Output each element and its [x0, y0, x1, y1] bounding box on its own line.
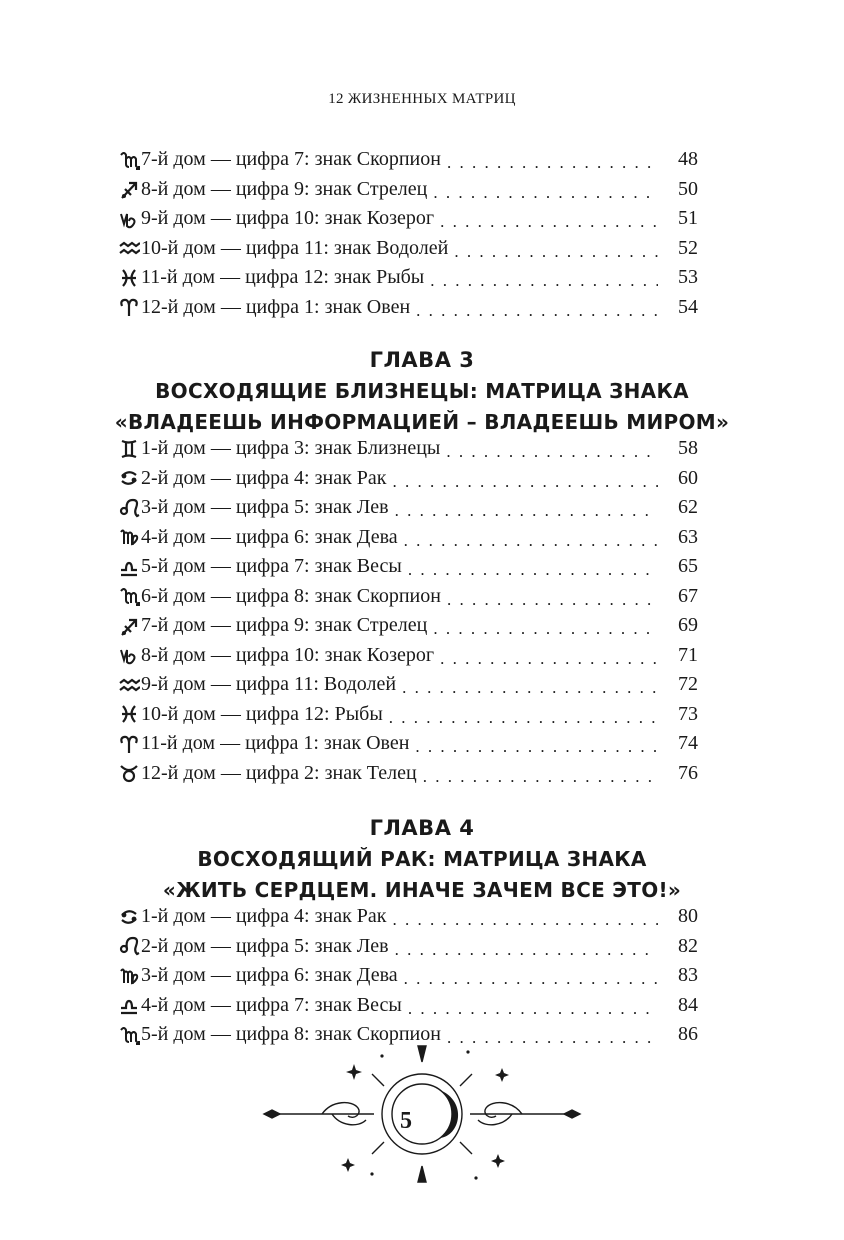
- dot-leader: [440, 213, 658, 230]
- dot-leader: [416, 302, 658, 319]
- toc-entry[interactable]: [118, 293, 698, 323]
- toc-entry-page: 52: [678, 236, 698, 259]
- dot-leader: [430, 272, 658, 289]
- toc-entry[interactable]: [118, 263, 698, 293]
- sagittarius-icon: [118, 178, 140, 200]
- aries-icon: [118, 733, 140, 755]
- toc-entry-title: 8-й дом — цифра 10: знак Козерог: [141, 643, 435, 666]
- toc-entry-page: 60: [678, 466, 698, 489]
- toc-entry-page: 67: [678, 584, 698, 607]
- toc-entry-title: 12-й дом — цифра 2: знак Телец: [141, 761, 417, 784]
- toc-entry-page: 65: [678, 555, 698, 578]
- leo-icon: [118, 497, 140, 519]
- toc-entry[interactable]: [118, 641, 698, 671]
- sagittarius-icon: [118, 615, 140, 637]
- scorpio-icon: [118, 585, 140, 607]
- toc-entry-title: 8-й дом — цифра 9: знак Стрелец: [141, 177, 428, 200]
- toc-entry[interactable]: [118, 729, 698, 759]
- toc-entry-page: 80: [678, 905, 698, 928]
- toc-entry[interactable]: [118, 582, 698, 612]
- dot-leader: [404, 970, 658, 987]
- toc-entry-page: 69: [678, 614, 698, 637]
- scorpio-icon: [118, 1024, 140, 1046]
- running-head: 12 ЖИЗНЕННЫХ МАТРИЦ: [328, 91, 516, 107]
- toc-entry-title: 9-й дом — цифра 10: знак Козерог: [141, 207, 435, 230]
- toc-entry-page: 58: [678, 437, 698, 460]
- chapter-title-line-2: «ВЛАДЕЕШЬ ИНФОРМАЦИЕЙ – ВЛАДЕЕШЬ МИРОМ»: [114, 410, 730, 434]
- toc-entry-page: 84: [678, 993, 698, 1016]
- toc-entry-title: 7-й дом — цифра 7: знак Скорпион: [141, 148, 441, 171]
- chapter-title-line-2: «ЖИТЬ СЕРДЦЕМ. ИНАЧЕ ЗАЧЕМ ВСЕ ЭТО!»: [162, 878, 682, 902]
- toc-entry-title: 10-й дом — цифра 12: Рыбы: [141, 702, 383, 725]
- toc-entry-page: 82: [678, 934, 698, 957]
- pisces-icon: [118, 703, 140, 725]
- cancer-icon: [118, 906, 140, 928]
- toc-section-chapter-3: [118, 434, 698, 788]
- toc-entry-title: 1-й дом — цифра 3: знак Близнецы: [141, 437, 441, 460]
- aquarius-icon: [118, 237, 140, 259]
- toc-section-chapter-4: [118, 902, 698, 1050]
- toc-entry[interactable]: [118, 991, 698, 1021]
- capricorn-icon: [118, 208, 140, 230]
- dot-leader: [454, 243, 658, 260]
- capricorn-icon: [118, 644, 140, 666]
- toc-entry-page: 83: [678, 964, 698, 987]
- toc-entry[interactable]: [118, 670, 698, 700]
- toc-entry-title: 2-й дом — цифра 4: знак Рак: [141, 466, 387, 489]
- dot-leader: [395, 941, 658, 958]
- toc-entry-title: 1-й дом — цифра 4: знак Рак: [141, 905, 387, 928]
- taurus-icon: [118, 762, 140, 784]
- dot-leader: [433, 620, 658, 637]
- dot-leader: [433, 184, 658, 201]
- libra-icon: [118, 556, 140, 578]
- virgo-icon: [118, 526, 140, 548]
- toc-entry-page: 73: [678, 702, 698, 725]
- toc-entry-title: 10-й дом — цифра 11: знак Водолей: [141, 236, 449, 259]
- chapter-label: ГЛАВА 3: [369, 348, 475, 372]
- chapter-label: ГЛАВА 4: [369, 816, 475, 840]
- toc-entry-title: 3-й дом — цифра 6: знак Дева: [141, 964, 398, 987]
- toc-entry[interactable]: [118, 145, 698, 175]
- toc-entry[interactable]: [118, 493, 698, 523]
- toc-entry-page: 63: [678, 525, 698, 548]
- toc-entry[interactable]: [118, 234, 698, 264]
- toc-entry[interactable]: [118, 902, 698, 932]
- toc-entry-title: 4-й дом — цифра 7: знак Весы: [141, 993, 402, 1016]
- toc-entry-title: 4-й дом — цифра 6: знак Дева: [141, 525, 398, 548]
- toc-entry-title: 11-й дом — цифра 1: знак Овен: [141, 732, 410, 755]
- toc-entry-page: 71: [678, 643, 698, 666]
- dot-leader: [393, 473, 658, 490]
- dot-leader: [440, 650, 658, 667]
- toc-entry-page: 53: [678, 266, 698, 289]
- dot-leader: [415, 738, 658, 755]
- toc-section-chapter-2-continued: [118, 145, 698, 322]
- toc-entry-title: 9-й дом — цифра 11: Водолей: [141, 673, 397, 696]
- chapter-3-heading: [0, 344, 844, 438]
- toc-entry[interactable]: [118, 204, 698, 234]
- toc-entry-title: 5-й дом — цифра 8: знак Скорпион: [141, 1023, 441, 1046]
- toc-entry-page: 54: [678, 295, 698, 318]
- toc-entry[interactable]: [118, 434, 698, 464]
- toc-entry-title: 6-й дом — цифра 8: знак Скорпион: [141, 584, 441, 607]
- cancer-icon: [118, 467, 140, 489]
- dot-leader: [408, 1000, 658, 1017]
- libra-icon: [118, 994, 140, 1016]
- dot-leader: [408, 561, 658, 578]
- leo-icon: [118, 935, 140, 957]
- toc-entry[interactable]: [118, 552, 698, 582]
- toc-entry[interactable]: [118, 759, 698, 789]
- toc-entry-title: 3-й дом — цифра 5: знак Лев: [141, 496, 389, 519]
- toc-entry-page: 72: [678, 673, 698, 696]
- toc-entry[interactable]: [118, 611, 698, 641]
- toc-entry-page: 74: [678, 732, 698, 755]
- dot-leader: [447, 591, 658, 608]
- toc-entry[interactable]: [118, 961, 698, 991]
- gemini-icon: [118, 438, 140, 460]
- dot-leader: [446, 443, 658, 460]
- toc-entry-title: 7-й дом — цифра 9: знак Стрелец: [141, 614, 428, 637]
- dot-leader: [393, 911, 658, 928]
- chapter-title-line-1: ВОСХОДЯЩИЙ РАК: МАТРИЦА ЗНАКА: [197, 847, 647, 871]
- dot-leader: [404, 532, 658, 549]
- toc-entry-title: 2-й дом — цифра 5: знак Лев: [141, 934, 389, 957]
- toc-entry[interactable]: [118, 700, 698, 730]
- toc-entry[interactable]: [118, 464, 698, 494]
- chapter-4-heading: [0, 812, 844, 906]
- dot-leader: [402, 679, 658, 696]
- toc-entry-page: 62: [678, 496, 698, 519]
- pisces-icon: [118, 267, 140, 289]
- toc-entry-page: 50: [678, 177, 698, 200]
- dot-leader: [423, 768, 658, 785]
- chapter-title-line-1: ВОСХОДЯЩИЕ БЛИЗНЕЦЫ: МАТРИЦА ЗНАКА: [155, 379, 689, 403]
- toc-entry-page: 48: [678, 148, 698, 171]
- toc-entry-page: 51: [678, 207, 698, 230]
- aquarius-icon: [118, 674, 140, 696]
- toc-entry-title: 5-й дом — цифра 7: знак Весы: [141, 555, 402, 578]
- toc-entry-page: 76: [678, 761, 698, 784]
- toc-entry-title: 11-й дом — цифра 12: знак Рыбы: [141, 266, 425, 289]
- toc-entry[interactable]: [118, 932, 698, 962]
- dot-leader: [447, 154, 658, 171]
- aries-icon: [118, 296, 140, 318]
- toc-entry-page: 86: [678, 1023, 698, 1046]
- page-number: 5: [400, 1108, 412, 1134]
- dot-leader: [389, 709, 658, 726]
- scorpio-icon: [118, 149, 140, 171]
- virgo-icon: [118, 965, 140, 987]
- toc-entry[interactable]: [118, 175, 698, 205]
- toc-entry[interactable]: [118, 523, 698, 553]
- dot-leader: [395, 502, 658, 519]
- toc-entry-title: 12-й дом — цифра 1: знак Овен: [141, 295, 411, 318]
